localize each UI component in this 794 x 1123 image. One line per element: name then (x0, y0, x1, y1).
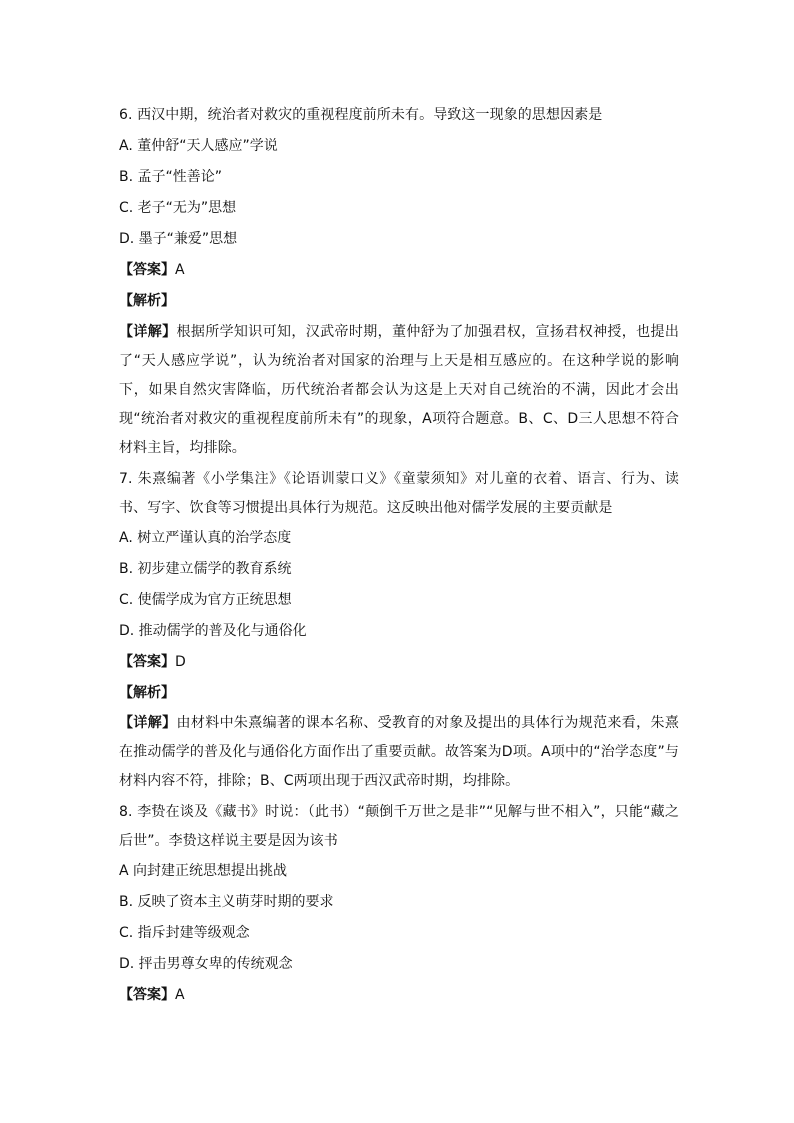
detail-tag: 【详解】 (119, 715, 177, 731)
option-d: D. 抨击男尊女卑的传统观念 (119, 956, 293, 972)
analysis-line (119, 286, 679, 317)
detail-paragraph (119, 318, 679, 463)
option-a: A 向封建正统思想提出挑战 (119, 863, 288, 879)
option-c: C. 使儒学成为官方正统思想 (119, 592, 292, 608)
answer-value: A (175, 987, 185, 1003)
option-b: B. 反映了资本主义萌芽时期的要求 (119, 894, 334, 910)
detail-paragraph (119, 709, 679, 796)
answer-value: A (175, 262, 185, 278)
answer-line (119, 255, 679, 286)
option-c: C. 指斥封建等级观念 (119, 925, 250, 941)
analysis-tag: 【解析】 (119, 685, 175, 701)
question-7 (119, 465, 679, 796)
answer-tag: 【答案】 (119, 262, 175, 278)
answer-line (119, 647, 679, 678)
option-d: D. 墨子“兼爱”思想 (119, 231, 238, 247)
option-a: A. 董仲舒“天人感应”学说 (119, 138, 278, 154)
answer-tag: 【答案】 (119, 654, 175, 670)
option-b: B. 孟子“性善论” (119, 169, 223, 185)
answer-line (119, 980, 679, 1011)
detail-text: 由材料中朱熹编著的课本名称、受教育的对象及提出的具体行为规范来看，朱熹在推动儒学的普及化与通俗化方面作出了重要贡献。故答案为D项。A项中的“治学态度”与材料内容不符，排除；B、C两项出现于西汉武帝时期，均排除。 (119, 715, 679, 789)
option-c: C. 老子“无为”思想 (119, 200, 237, 216)
question-stem: 6. 西汉中期，统治者对救灾的重视程度前所未有。导致这一现象的思想因素是 (119, 107, 603, 123)
question-6 (119, 100, 679, 463)
analysis-line (119, 678, 679, 709)
option-b: B. 初步建立儒学的教育系统 (119, 561, 292, 577)
document-content (119, 100, 679, 1011)
detail-text: 根据所学知识可知，汉武帝时期，董仲舒为了加强君权，宣扬君权神授，也提出了“天人感应学说”，认为统治者对国家的治理与上天是相互感应的。在这种学说的影响下，如果自然灾害降临，历代统治者都会认为这是上天对自己统治的不满，因此才会出现“统治者对救灾的重视程度前所未有”的现象，A项符合题意。B、C、D三人思想不符合材料主旨，均排除。 (119, 324, 679, 456)
question-8 (119, 798, 679, 1011)
analysis-tag: 【解析】 (119, 293, 175, 309)
option-a: A. 树立严谨认真的治学态度 (119, 530, 292, 546)
option-d: D. 推动儒学的普及化与通俗化 (119, 623, 307, 639)
detail-tag: 【详解】 (119, 324, 177, 340)
answer-value: D (175, 654, 186, 670)
answer-tag: 【答案】 (119, 987, 175, 1003)
question-stem: 8. 李贽在谈及《藏书》时说：（此书）“颠倒千万世之是非”“见解与世不相入”，只能“藏之后世”。李贽这样说主要是因为该书 (119, 804, 679, 849)
question-stem: 7. 朱熹编著《小学集注》《论语训蒙口义》《童蒙须知》对儿童的衣着、语言、行为、读书、写字、饮食等习惯提出具体行为规范。这反映出他对儒学发展的主要贡献是 (119, 471, 679, 516)
